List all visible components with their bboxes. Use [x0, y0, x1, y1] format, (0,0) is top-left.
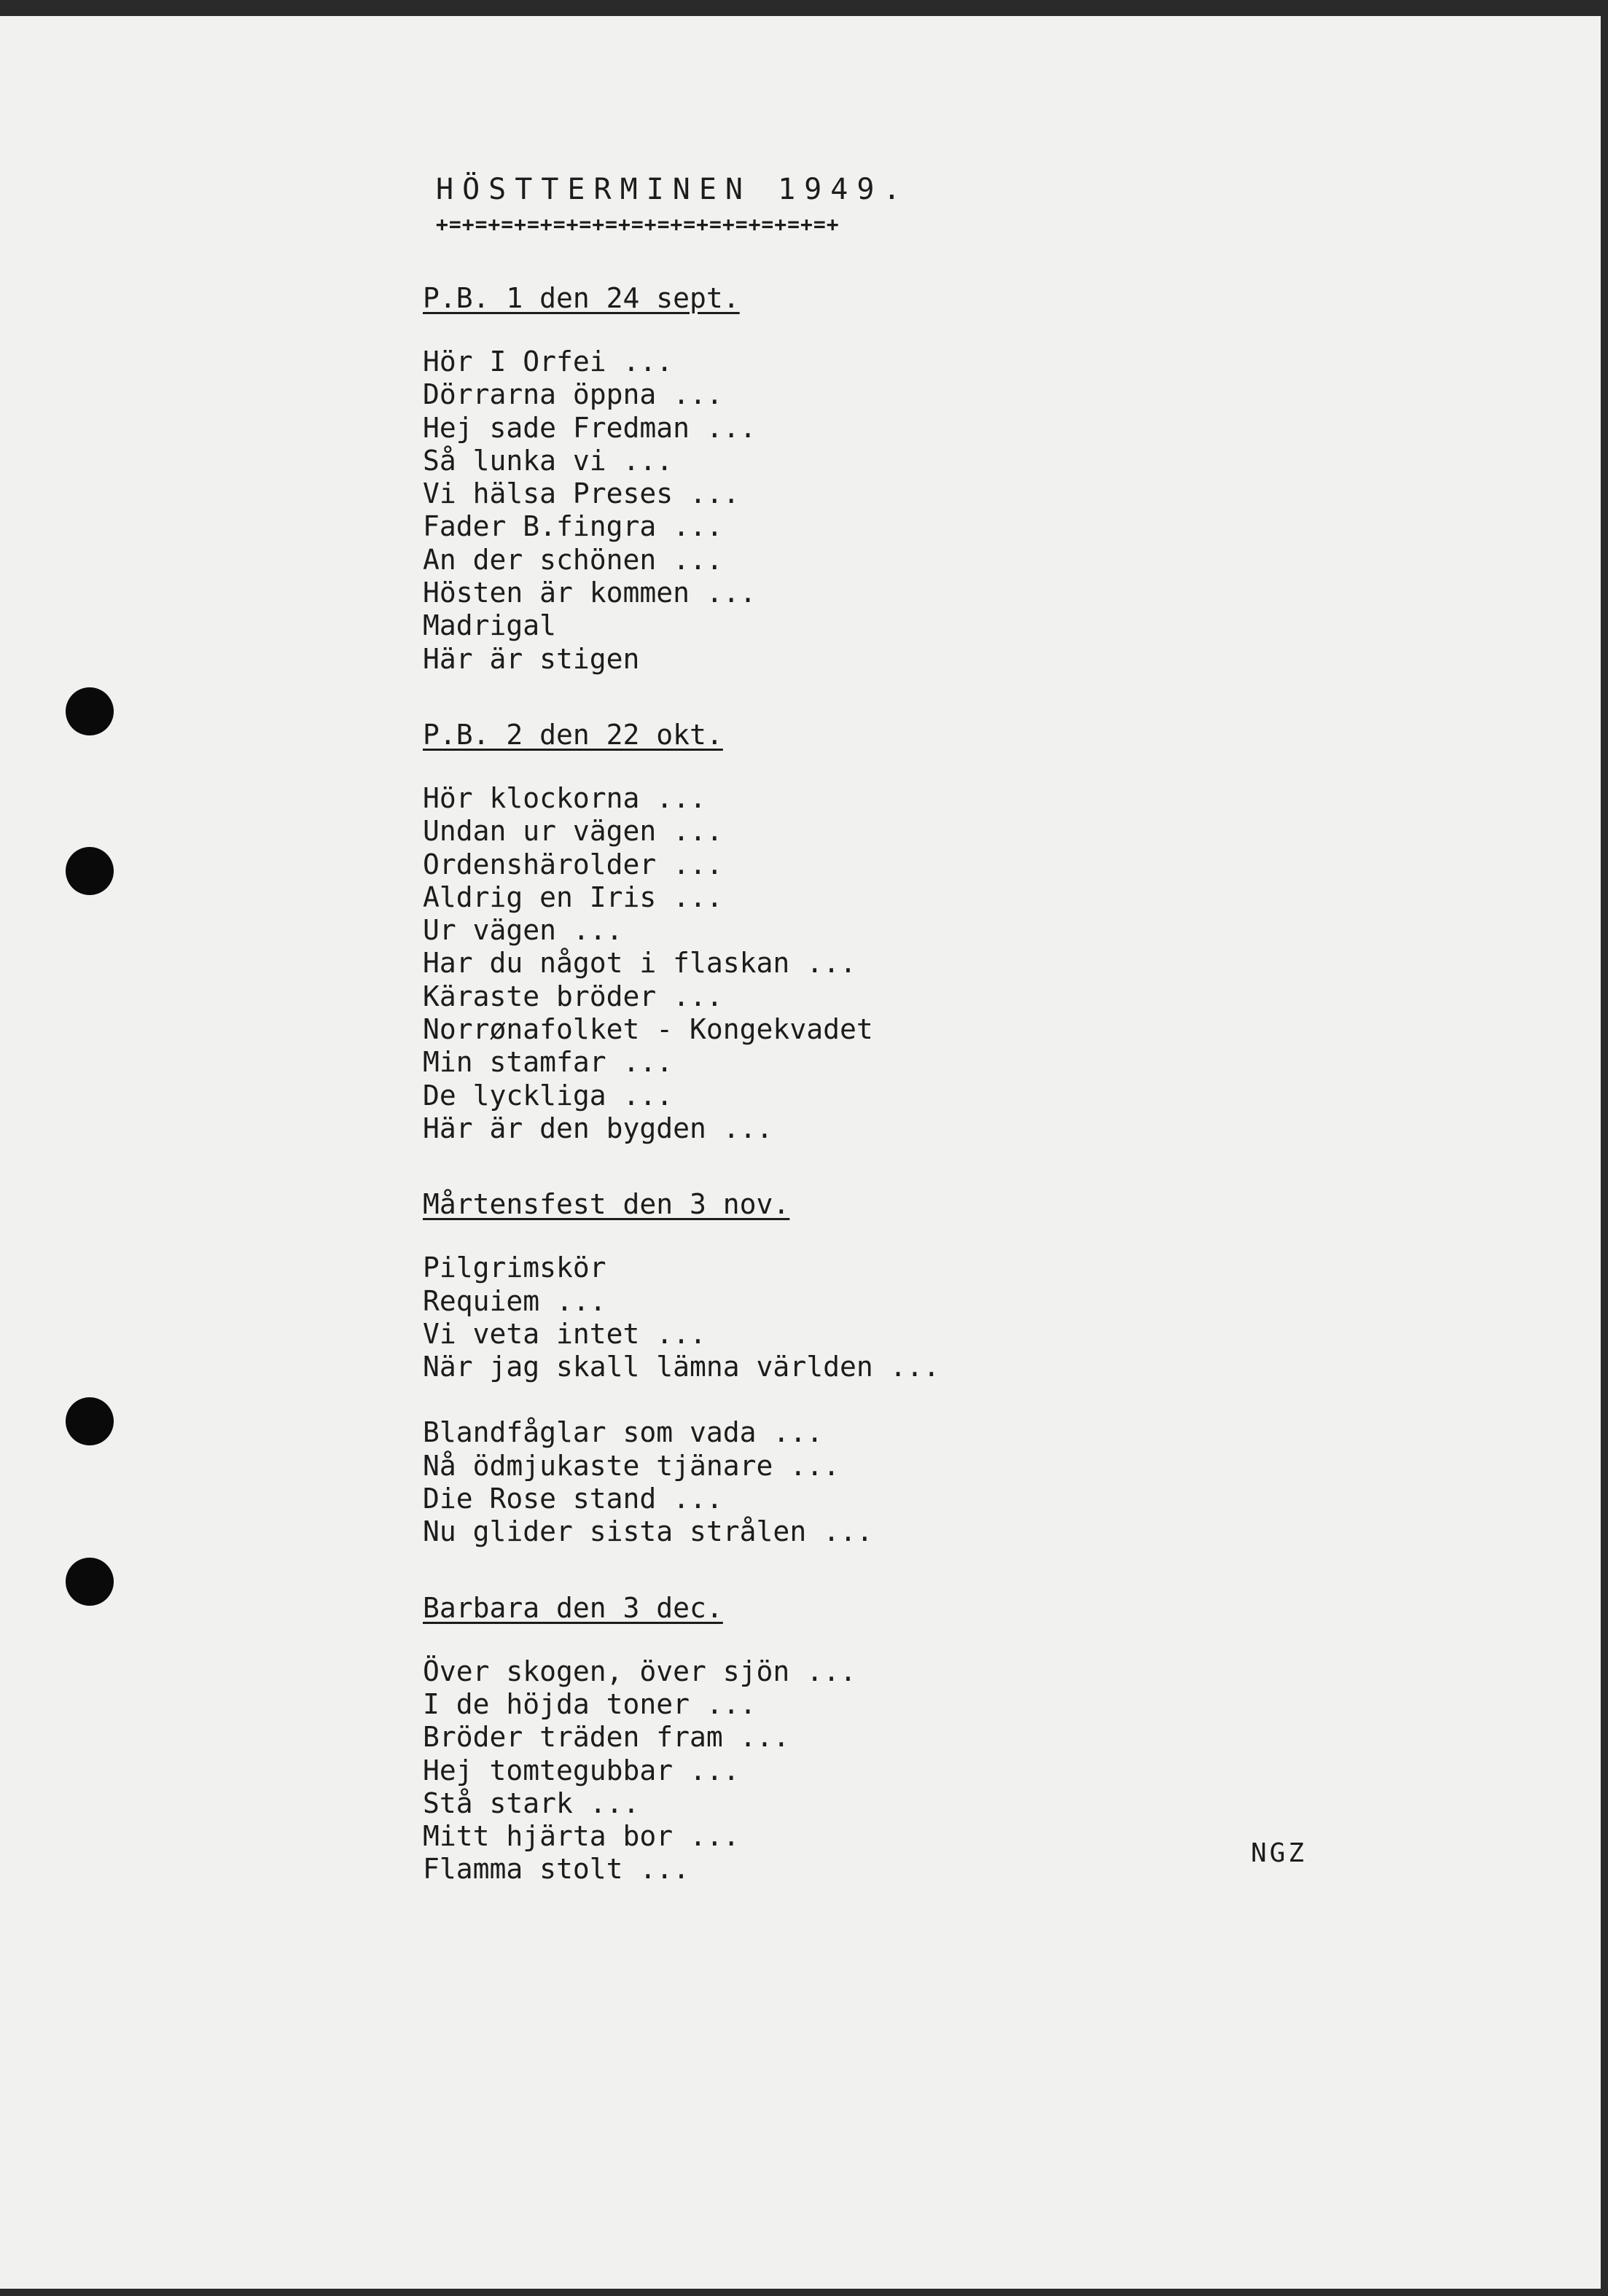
song-list [423, 782, 1370, 1145]
signature-initials: NGZ [1251, 1838, 1308, 1868]
song-item: Käraste bröder ... [423, 980, 723, 1012]
song-item: Pilgrimskör [423, 1252, 606, 1284]
song-item: Fader B.fingra ... [423, 510, 723, 543]
song-item: De lyckliga ... [423, 1079, 674, 1112]
punch-hole [66, 847, 114, 895]
song-item: Nu glider sista strålen ... [423, 1515, 873, 1548]
title-rule: +=+=+=+=+=+=+=+=+=+=+=+=+=+=+=+ [436, 212, 840, 236]
group-spacer [423, 1383, 1370, 1416]
song-item: Så lunka vi ... [423, 444, 674, 477]
song-item: Här är den bygden ... [423, 1112, 773, 1144]
section-martensfest [423, 1187, 1370, 1548]
section-heading: P.B. 1 den 24 sept. [423, 282, 740, 314]
song-item: Undan ur vägen ... [423, 815, 723, 848]
song-item: Över skogen, över sjön ... [423, 1655, 856, 1687]
song-item: När jag skall lämna världen ... [423, 1351, 940, 1383]
song-item: Mitt hjärta bor ... [423, 1820, 740, 1853]
section-pb2 [423, 718, 1370, 1145]
song-list [423, 345, 1370, 676]
song-list [423, 1252, 1370, 1548]
section-barbara [423, 1591, 1370, 1886]
song-list [423, 1655, 1370, 1886]
section-pb1 [423, 281, 1370, 676]
song-item: Dörrarna öppna ... [423, 378, 723, 411]
section-heading: Mårtensfest den 3 nov. [423, 1188, 790, 1221]
song-item: Madrigal [423, 609, 557, 642]
song-item: Hej tomtegubbar ... [423, 1754, 740, 1787]
song-item: Vi veta intet ... [423, 1317, 706, 1350]
document-body [423, 169, 1370, 1886]
song-item: Aldrig en Iris ... [423, 880, 723, 913]
section-heading: Barbara den 3 dec. [423, 1591, 723, 1624]
song-item: I de höjda toner ... [423, 1687, 757, 1720]
song-item: Här är stigen [423, 642, 640, 675]
song-item: Hör klockorna ... [423, 781, 706, 814]
song-item: Hösten är kommen ... [423, 577, 757, 609]
punch-hole [66, 1397, 114, 1445]
song-item: Min stamfar ... [423, 1046, 674, 1079]
song-item: Hej sade Fredman ... [423, 411, 757, 444]
song-item: Die Rose stand ... [423, 1483, 723, 1515]
punch-hole [66, 687, 114, 735]
song-item: Hör I Orfei ... [423, 345, 674, 378]
document-title: HÖSTTERMINEN 1949. [436, 173, 910, 206]
song-item: Requiem ... [423, 1284, 606, 1317]
song-item: Vi hälsa Preses ... [423, 477, 740, 510]
song-item: An der schönen ... [423, 543, 723, 576]
section-heading: P.B. 2 den 22 okt. [423, 718, 723, 751]
punch-hole [66, 1558, 114, 1606]
song-item: Blandfåglar som vada ... [423, 1416, 824, 1449]
song-item: Flamma stolt ... [423, 1853, 690, 1886]
song-item: Norrønafolket - Kongekvadet [423, 1013, 873, 1046]
song-item: Ordenshärolder ... [423, 848, 723, 880]
paper-sheet [0, 16, 1601, 2289]
song-item: Nå ödmjukaste tjänare ... [423, 1449, 840, 1482]
song-item: Stå stark ... [423, 1787, 640, 1819]
song-item: Ur vägen ... [423, 914, 623, 947]
song-item: Har du något i flaskan ... [423, 947, 856, 980]
song-item: Bröder träden fram ... [423, 1721, 790, 1754]
